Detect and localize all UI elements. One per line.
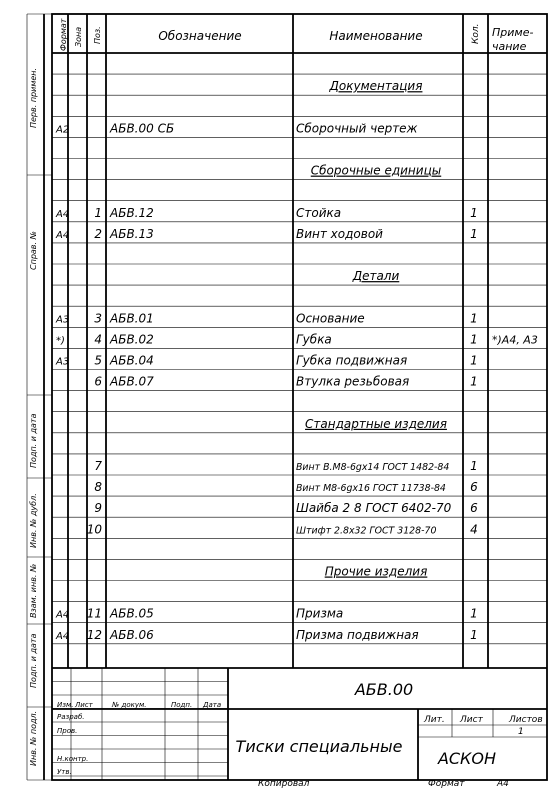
table-row <box>94 459 477 473</box>
row-name: Штифт 2.8х32 ГОСТ 3128-70 <box>296 525 437 537</box>
row-position: 3 <box>94 311 102 326</box>
title-col-list: Лист <box>75 701 93 709</box>
row-name: Стойка <box>296 205 342 220</box>
title-prov: Пров. <box>57 727 78 735</box>
row-position: 12 <box>86 627 102 642</box>
row-position: 10 <box>86 522 102 537</box>
row-position: 11 <box>86 606 102 621</box>
header-designation: Обозначение <box>158 29 242 43</box>
table-row <box>56 332 538 346</box>
row-name: Призма подвижная <box>296 627 419 642</box>
strip-inv-dubl: Инв. № дубл. <box>29 493 38 548</box>
section-heading-row <box>325 565 428 579</box>
row-name: Шайба 2 8 ГОСТ 6402-70 <box>296 501 452 516</box>
table-row <box>55 354 478 368</box>
strip-podp-data-1: Подп. и дата <box>29 413 38 468</box>
table-row <box>55 121 418 135</box>
row-quantity: 1 <box>470 311 478 326</box>
footer-format-label: Формат <box>428 779 465 789</box>
table-row <box>55 227 478 241</box>
row-format: *) <box>56 335 65 347</box>
row-name: Сборочный чертеж <box>296 121 418 136</box>
title-razrab: Разраб. <box>57 713 85 721</box>
row-format: А2 <box>56 124 70 136</box>
row-quantity: 1 <box>470 374 478 389</box>
section-heading-row <box>329 79 423 93</box>
header-pos: Поз. <box>93 26 102 44</box>
title-col-izm: Изм. <box>57 701 74 709</box>
row-designation: АБВ.13 <box>110 226 154 241</box>
table-row <box>55 628 478 642</box>
row-position: 1 <box>94 205 102 220</box>
row-position: 9 <box>94 501 102 516</box>
table-row <box>94 480 478 494</box>
row-designation: АБВ.05 <box>110 606 154 621</box>
row-name: Основание <box>296 311 365 326</box>
title-utv: Утв. <box>57 768 72 776</box>
strip-podp-data-2: Подп. и дата <box>29 633 38 688</box>
row-format: А4 <box>56 229 70 241</box>
strip-inv-podl: Инв. № подл. <box>29 710 38 766</box>
title-col-doc-no: № докум. <box>112 701 147 709</box>
row-name: Губка <box>296 332 332 347</box>
row-name: Призма <box>296 606 344 621</box>
row-position: 6 <box>94 374 102 389</box>
strip-sprav-no: Справ. № <box>29 231 38 270</box>
row-designation: АБВ.06 <box>110 627 154 642</box>
row-quantity: 6 <box>470 480 478 495</box>
strip-perv-primen: Перв. примен. <box>29 67 38 128</box>
section-heading: Детали <box>352 269 400 284</box>
section-heading-row <box>311 164 441 178</box>
row-name: Винт М8-6gх16 ГОСТ 11738-84 <box>296 483 446 495</box>
row-designation: АБВ.01 <box>110 311 154 326</box>
table-row <box>94 501 478 515</box>
footer-copied: Копировал <box>258 779 310 789</box>
row-position: 5 <box>94 353 102 368</box>
row-position: 8 <box>94 480 102 495</box>
row-quantity: 1 <box>470 627 478 642</box>
row-quantity: 6 <box>470 501 478 516</box>
row-quantity: 1 <box>470 332 478 347</box>
row-quantity: 1 <box>470 606 478 621</box>
header-format: Формат <box>59 18 68 51</box>
footer-format-value: А4 <box>497 779 509 789</box>
header-qty: Кол. <box>471 23 481 44</box>
row-note: *)А4, А3 <box>492 333 538 347</box>
row-position: 7 <box>94 459 102 473</box>
title-col-data: Дата <box>203 701 222 709</box>
row-format: А3 <box>56 314 70 326</box>
title-listov-label: Листов <box>509 715 543 725</box>
table-row <box>55 311 478 325</box>
table-rows <box>55 79 538 642</box>
row-designation: АБВ.04 <box>110 353 154 368</box>
row-position: 2 <box>94 226 102 241</box>
row-designation: АБВ.12 <box>110 205 154 220</box>
title-company: АСКОН <box>437 749 497 768</box>
row-designation: АБВ.00 СБ <box>110 121 175 136</box>
row-designation: АБВ.07 <box>110 374 154 389</box>
table-row <box>55 206 478 220</box>
section-heading: Документация <box>329 79 423 94</box>
header-zone: Зона <box>74 26 83 47</box>
strip-vzam-inv: Взам. инв. № <box>29 563 38 618</box>
row-format: А4 <box>56 208 70 220</box>
title-col-podp: Подп. <box>171 701 193 709</box>
section-heading-row <box>305 417 447 431</box>
table-row <box>55 607 478 621</box>
row-quantity: 1 <box>470 205 478 220</box>
row-designation: АБВ.02 <box>110 332 154 347</box>
row-quantity: 1 <box>470 353 478 368</box>
header-note-2: чание <box>492 40 527 53</box>
title-list-label: Лист <box>460 715 483 725</box>
row-name: Губка подвижная <box>296 353 408 368</box>
row-format: А4 <box>56 630 70 642</box>
row-format: А4 <box>56 609 70 621</box>
row-name: Винт В.М8-6gх14 ГОСТ 1482-84 <box>296 462 450 473</box>
row-quantity: 4 <box>470 522 478 537</box>
section-heading: Сборочные единицы <box>310 163 442 178</box>
header-note-1: Приме- <box>492 26 534 39</box>
table-row <box>94 375 477 389</box>
title-lit-label: Лит. <box>424 715 445 725</box>
section-heading: Прочие изделия <box>324 564 428 579</box>
section-heading-row <box>352 269 400 283</box>
row-format: А3 <box>56 356 70 368</box>
title-n-kontr: Н.контр. <box>57 755 89 763</box>
row-name: Втулка резьбовая <box>296 374 410 389</box>
row-quantity: 1 <box>470 226 478 241</box>
section-heading: Стандартные изделия <box>305 416 447 431</box>
title-listov-value: 1 <box>518 727 524 737</box>
title-doc-code: АБВ.00 <box>354 680 414 699</box>
row-name: Винт ходовой <box>296 226 383 241</box>
header-name: Наименование <box>329 29 423 43</box>
row-position: 4 <box>94 332 102 347</box>
row-quantity: 1 <box>470 459 478 473</box>
title-document-name: Тиски специальные <box>235 737 403 756</box>
table-row <box>87 522 478 536</box>
table-grid <box>27 14 547 780</box>
